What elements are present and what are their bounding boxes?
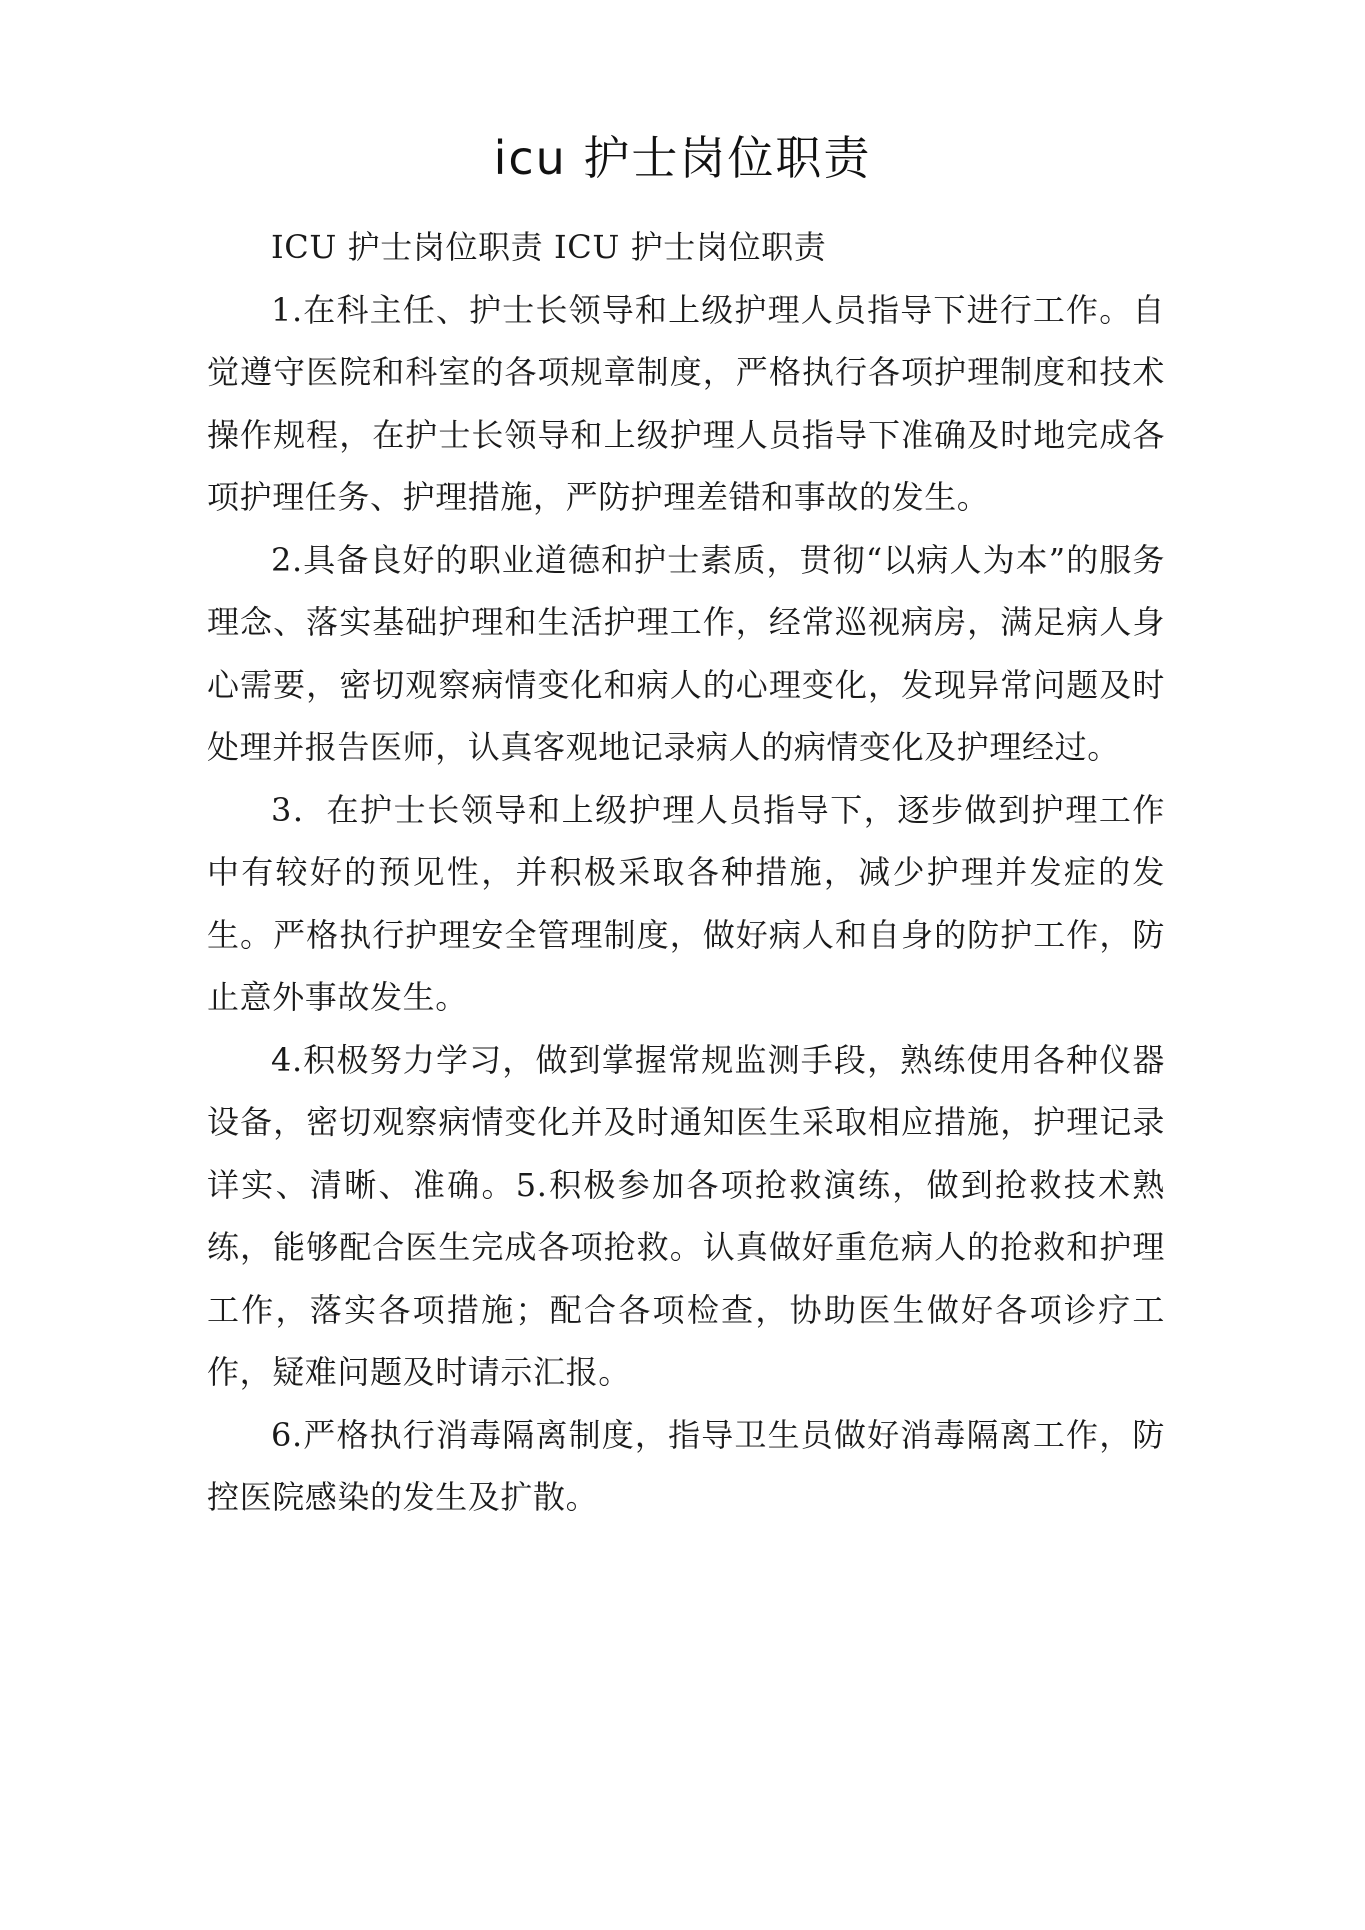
paragraph-item-4-5: 4.积极努力学习，做到掌握常规监测手段，熟练使用各种仪器设备，密切观察病情变化并及时通知医生采取相应措施，护理记录详实、清晰、准确。5.积极参加各项抢救演练，做到抢救技术熟练，能够配合医生完成各项抢救。认真做好重危病人的抢救和护理工作，落实各项措施；配合各项检查，协助医生做好各项诊疗工作，疑难问题及时请示汇报。 [207, 1040, 1165, 1391]
document-title: icu 护士岗位职责 [493, 131, 872, 185]
paragraph-item-2: 2.具备良好的职业道德和护士素质，贯彻“以病人为本”的服务理念、落实基础护理和生活护理工作，经常巡视病房，满足病人身心需要，密切观察病情变化和病人的心理变化，发现异常问题及时处理并报告医师，认真客观地记录病人的病情变化及护理经过。 [207, 540, 1165, 766]
paragraph-item-6: 6.严格执行消毒隔离制度，指导卫生员做好消毒隔离工作，防控医院感染的发生及扩散。 [207, 1415, 1165, 1516]
paragraph-item-1: 1.在科主任、护士长领导和上级护理人员指导下进行工作。自觉遵守医院和科室的各项规章制度，严格执行各项护理制度和技术操作规程，在护士长领导和上级护理人员指导下准确及时地完成各项护理任务、护理措施，严防护理差错和事故的发生。 [207, 290, 1165, 516]
paragraph-item-3: 3．在护士长领导和上级护理人员指导下，逐步做到护理工作中有较好的预见性，并积极采取各种措施，减少护理并发症的发生。严格执行护理安全管理制度，做好病人和自身的防护工作，防止意外事故发生。 [207, 790, 1165, 1016]
paragraph-intro: ICU 护士岗位职责 ICU 护士岗位职责 [271, 228, 827, 266]
document-body [207, 216, 1165, 1529]
